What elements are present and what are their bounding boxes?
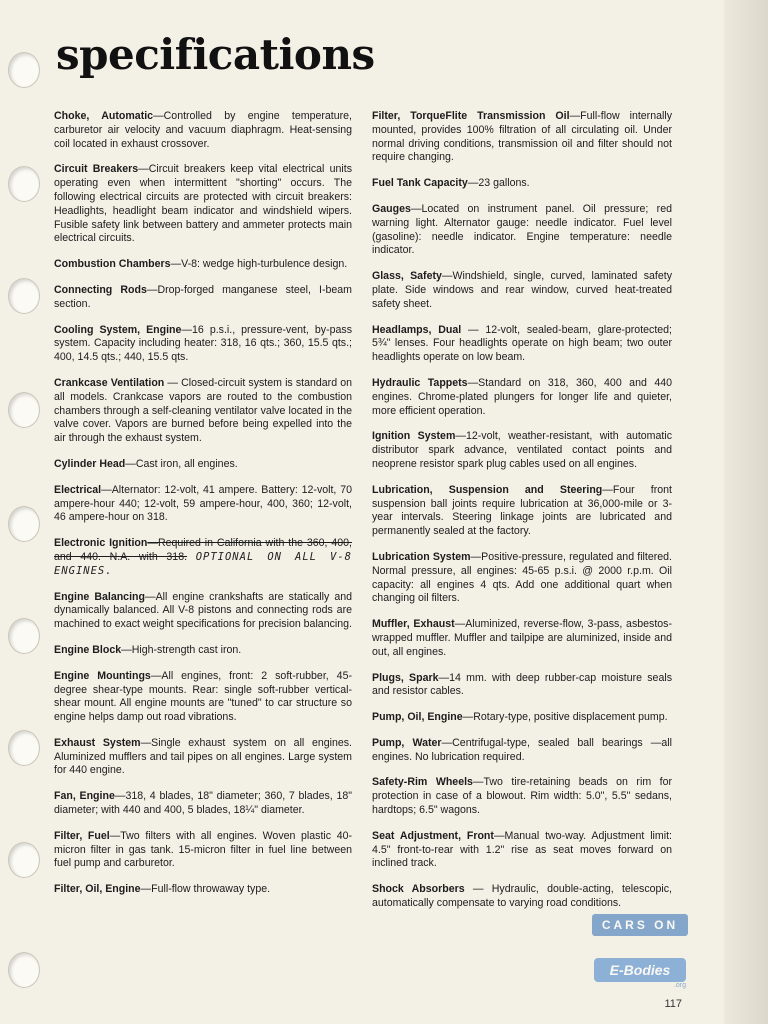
spec-description: —Full-flow internally mounted, provides 100% filtration of all circulating oil. Under normal driving conditions, transmission oil and filter should not require changing. (372, 110, 673, 164)
binder-hole (8, 842, 40, 878)
spec-description: —All engines, front: 2 soft-rubber, 45-degree shear-type mounts. Rear: single soft-rubber vertical-shear mount. All engine mounts are "tuned" to car structure so engine helps damp out road vibrations. (54, 669, 352, 724)
spec-description: — Closed-circuit system is standard on all models. Crankcase vapors are routed to the combustion chambers through a self-cleaning ventilator valve located in the valve cover. Vapors are burned before being expelled into the air through the exhaust system. (54, 376, 352, 445)
struck-text: —Required in California with the 360, 400, and 440. N.A. with 318. (54, 537, 352, 563)
spec-entry (54, 737, 352, 778)
binder-hole (8, 392, 40, 428)
spec-description: —Standard on 318, 360, 400 and 440 engines. Chrome-plated plungers for longer life and quieter, more efficient operation. (372, 376, 672, 417)
spec-entry (372, 177, 672, 191)
spec-entry (54, 644, 352, 658)
spec-entry (372, 377, 672, 418)
spec-description: —Two filters with all engines. Woven plastic 40-micron filter in gas tank. 15-micron filter in fuel line between fuel pump and carburetor. (54, 829, 353, 870)
spec-entry (54, 670, 352, 725)
page-edge-shadow (724, 0, 768, 1024)
spec-term: Gauges (372, 202, 411, 215)
spec-entry (372, 551, 672, 606)
spec-entry (372, 484, 672, 539)
spec-description: —Drop-forged manganese steel, I-beam section. (54, 283, 352, 310)
handwritten-note: OPTIONAL ON ALL V-8 ENGINES. (54, 550, 352, 577)
spec-description: —Full-flow throwaway type. (140, 883, 271, 896)
binder-hole (8, 730, 40, 766)
spec-description: —Aluminized, reverse-flow, 3-pass, asbestos-wrapped muffler. Muffler and tailpipe are aluminized, inside and out, all engines. (372, 618, 672, 658)
spec-description: —Controlled by engine temperature, carburetor air velocity and vacuum diaphragm. Heat-sensing coil located in exhaust crossover. (54, 110, 352, 150)
spec-term: Filter, TorqueFlite Transmission Oil (372, 110, 570, 122)
spec-description: —Located on instrument panel. Oil pressure; red warning light. Alternator gauge: needle indicator. Fuel level (gasoline): needle indicator. Engine temperature: needle indicator. (372, 202, 672, 257)
spec-term: Engine Block (54, 643, 122, 656)
spec-description: —Four front suspension ball joints require lubrication at 36,000-mile or 3-year intervals. Steering linkage joints are lubricated and permanently sealed at the factory. (372, 483, 672, 538)
spec-term: Pump, Oil, Engine (372, 711, 463, 724)
spec-entry (372, 776, 672, 817)
spec-entry (54, 790, 352, 818)
page-title: specifications (56, 30, 375, 79)
spec-entry (54, 484, 352, 525)
spec-term: Engine Mountings (54, 669, 151, 682)
spec-term: Pump, Water (372, 736, 442, 749)
spec-entry (372, 883, 672, 911)
spec-term: Fuel Tank Capacity (372, 177, 468, 190)
binder-hole (8, 166, 40, 202)
spec-term: Electronic Ignition (54, 537, 148, 550)
watermark-top: CARS ON (592, 914, 688, 936)
binder-hole (8, 618, 40, 654)
spec-entry (54, 883, 352, 897)
spec-description: —Cast iron, all engines. (125, 457, 238, 470)
spec-entry (54, 284, 352, 312)
spec-entry (54, 110, 352, 151)
spec-entry (372, 711, 672, 725)
spec-description: —Windshield, single, curved, laminated safety plate. Side windows and rear window, curved heat-treated safety sheet. (372, 270, 673, 310)
spec-term: Ignition System (372, 430, 456, 443)
binder-hole (8, 952, 40, 988)
spec-description: — 12-volt, sealed-beam, glare-protected; 5¾" lenses. Four headlights operate on high beam; two outer headlights operate on low beam. (372, 323, 672, 364)
spec-entry (372, 737, 672, 765)
spec-description: —Manual two-way. Adjustment limit: 4.5" front-to-rear with 1.2" rise as seat moves forward on inclined track. (372, 829, 672, 870)
spec-description: —16 p.s.i., pressure-vent, by-pass system. Capacity including heater: 318, 16 qts.; 360, 15.5 qts.; 400, 14.5 qts.; 440, 15.5 qts. (54, 323, 352, 364)
spec-entry (372, 672, 672, 700)
page-number: 117 (664, 998, 682, 1010)
spec-description: —Positive-pressure, regulated and filtered. Normal pressure, all engines: 45-65 p.s.i. @ 2000 r.p.m. Oil capacity: all engines 4 qts. Add one additional quart when changing oil filters. (372, 550, 672, 605)
spec-entry (54, 377, 352, 446)
spec-entry (372, 324, 672, 365)
spec-term: Lubrication, Suspension and Steering (372, 483, 603, 496)
spec-term: Headlamps, Dual (372, 323, 462, 336)
spec-term: Lubrication System (372, 550, 471, 563)
binder-hole (8, 278, 40, 314)
right-column (372, 110, 672, 923)
binder-hole (8, 52, 40, 88)
spec-entry (372, 830, 672, 871)
spec-description: —Alternator: 12-volt, 41 ampere. Battery: 12-volt, 70 ampere-hour 440; 12-volt, 59 ampere-hour, 400, 360; 12-volt, 46 ampere-hour on 318. (54, 483, 352, 524)
spec-description: —Two tire-retaining beads on rim for protection in case of a blowout. Rim width: 5.0", 5.5" sedans, hardtops; 6.5" wagons. (372, 776, 672, 817)
spec-description: —318, 4 blades, 18" diameter; 360, 7 blades, 18" diameter; with 440 and 400, 5 blades, 18¼" diameter. (54, 790, 352, 817)
spec-entry (372, 203, 672, 258)
spec-entry (54, 324, 352, 365)
spec-term: Engine Balancing (54, 590, 145, 603)
spec-entry (54, 591, 352, 632)
spec-entry (372, 430, 672, 471)
spec-description: —Circuit breakers keep vital electrical units operating even when intermittent "shorting" occurs. The following electrical circuits are protected with circuit breakers: Headlights, headlight beam indicator and windshield wipers. Fusible safety link between battery and ammeter protects main electrical circuits. (54, 163, 352, 245)
left-column (54, 110, 352, 909)
spec-description: —12-volt, weather-resistant, with automatic distributor spark advance, ventilated contact points and neoprene resistor spark plug cables used on all engines. (372, 430, 672, 470)
watermark-logo (592, 914, 688, 994)
spec-description: —High-strength cast iron. (121, 643, 242, 656)
spec-description: —14 mm. with deep rubber-cap moisture seals and resistor cables. (372, 671, 672, 698)
spec-term: Fan, Engine (54, 790, 115, 803)
spec-description: — Hydraulic, double-acting, telescopic, automatically compensate to varying road conditions. (372, 883, 672, 910)
spec-term: Cooling System, Engine (54, 323, 182, 336)
spec-term: Plugs, Spark (372, 671, 439, 684)
spec-description: —Centrifugal-type, sealed ball bearings —all engines. No lubrication required. (372, 736, 672, 763)
spec-term: Shock Absorbers (372, 883, 465, 896)
spec-description: —Rotary-type, positive displacement pump. (462, 711, 668, 724)
spec-description: —23 gallons. (467, 177, 530, 190)
spec-term: Muffler, Exhaust (372, 618, 455, 631)
spec-term: Circuit Breakers (54, 163, 139, 176)
spec-entry (54, 830, 352, 871)
spec-term: Safety-Rim Wheels (372, 776, 473, 789)
spec-term: Glass, Safety (372, 270, 442, 283)
watermark-sub: .org (673, 982, 686, 989)
spec-term: Choke, Automatic (54, 110, 154, 122)
spec-description: —All engine crankshafts are statically and dynamically balanced. All V-8 pistons and connecting rods are machined to exact weight specifications for precision balancing. (54, 590, 352, 631)
spec-entry (372, 618, 672, 659)
spec-entry (372, 110, 672, 165)
spec-description: —V-8: wedge high-turbulence design. (170, 258, 348, 271)
spec-entry (54, 458, 352, 472)
watermark-ebodies: E-Bodies (594, 958, 686, 982)
spec-term: Cylinder Head (54, 457, 126, 470)
binder-hole (8, 506, 40, 542)
spec-entry (54, 163, 352, 246)
spec-term: Combustion Chambers (54, 258, 171, 271)
spec-entry-electronic-ignition (54, 537, 352, 578)
spec-term: Filter, Fuel (54, 829, 110, 842)
spec-term: Seat Adjustment, Front (372, 829, 494, 842)
spec-term: Filter, Oil, Engine (54, 883, 141, 896)
spec-term: Exhaust System (54, 736, 141, 749)
spec-term: Crankcase Ventilation (54, 376, 165, 389)
spec-term: Electrical (54, 483, 102, 496)
spec-entry (54, 258, 352, 272)
spec-description: —Single exhaust system on all engines. Aluminized mufflers and tail pipes on all engines. Large system for 440 engine. (54, 736, 352, 777)
spec-term: Connecting Rods (54, 283, 147, 296)
spec-term: Hydraulic Tappets (372, 376, 468, 389)
spec-entry (372, 270, 672, 311)
